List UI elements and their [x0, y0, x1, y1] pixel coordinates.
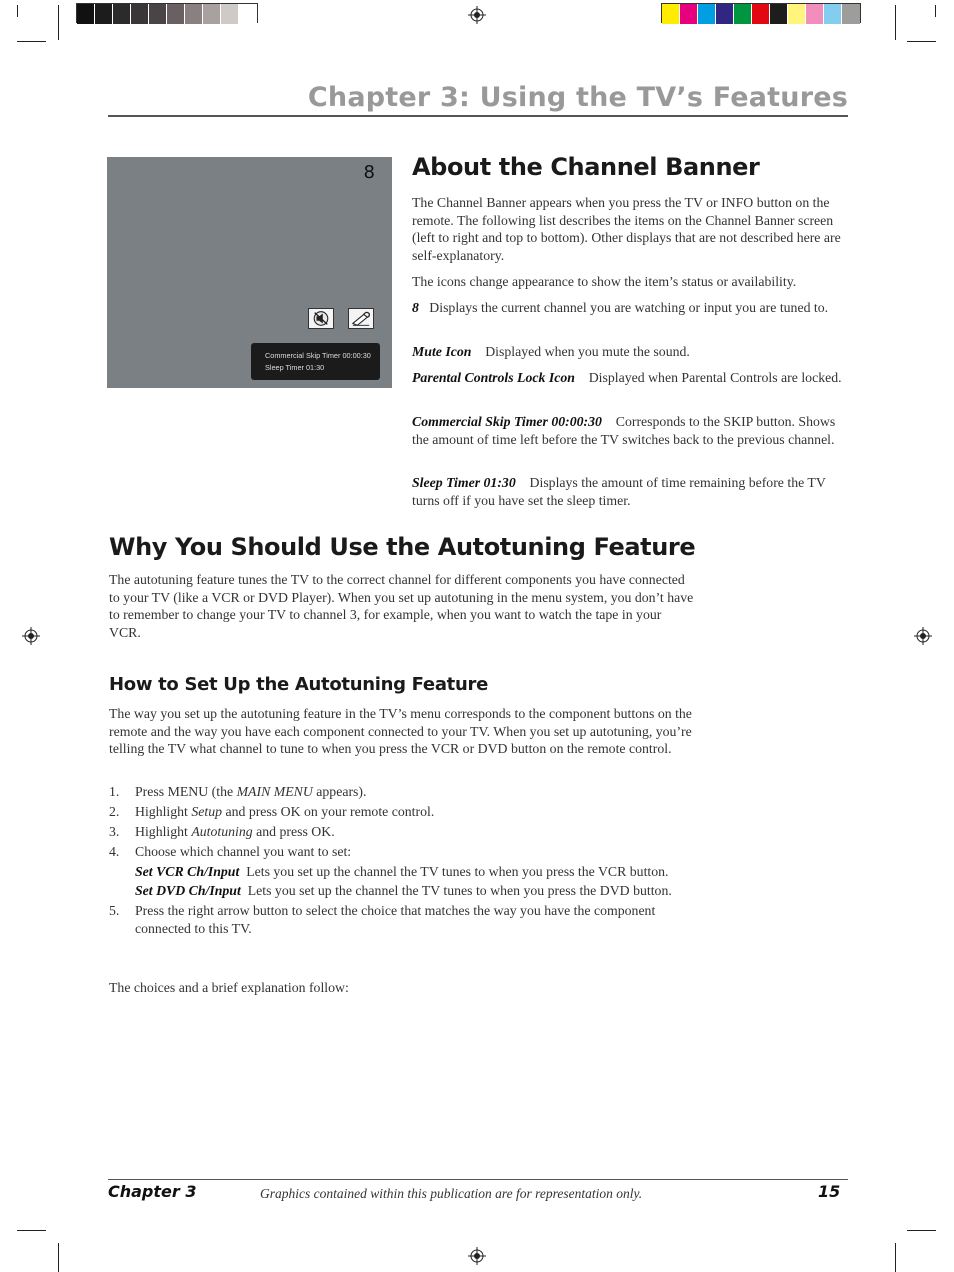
step-item: 1. Press MENU (the MAIN MENU appears). [109, 784, 367, 799]
crop-mark [17, 41, 46, 42]
crop-mark [17, 1230, 46, 1231]
banner-item-desc: Displays the amount of time remaining before the TV turns off if you have set the sleep timer. [412, 475, 826, 508]
color-swatch [95, 4, 113, 24]
banner-info-box [251, 343, 380, 380]
about-intro: The Channel Banner appears when you press the TV or INFO button on the remote. The following list describes the items on the Channel Banner screen (left to right and top to bottom). Other displays that are not described here are self-explanatory. [412, 195, 841, 263]
setup-closing: The choices and a brief explanation follow: [109, 980, 349, 995]
color-swatch [662, 4, 680, 24]
step-item: 4. Choose which channel you want to set: Set VCR Ch/Input Lets you set up the channel the TV tunes to when you press the VCR button. Set DVD Ch/Input Lets you set up the channel the TV tunes to when you press the DVD button. [109, 843, 699, 900]
color-swatch [734, 4, 752, 24]
color-swatch [788, 4, 806, 24]
footer-chapter: Chapter 3 [108, 1182, 197, 1201]
banner-item [412, 299, 848, 317]
color-swatch [167, 4, 185, 24]
color-swatch [113, 4, 131, 24]
about-heading: About the Channel Banner [412, 153, 760, 181]
footer-note: Graphics contained within this publication are for representation only. [260, 1186, 643, 1201]
crop-mark [907, 41, 936, 42]
banner-item-desc: Displays the current channel you are watching or input you are tuned to. [429, 300, 829, 315]
color-swatch [716, 4, 734, 24]
banner-item-desc: Displayed when you mute the sound. [485, 344, 690, 359]
step-item: 5. Press the right arrow button to select the choice that matches the way you have the component connected to this TV. [109, 903, 656, 936]
autotuning-body: The autotuning feature tunes the TV to the correct channel for different components you have connected to your TV (like a VCR or DVD Player). When you set up autotuning in the menu system, you don’t have to remember to change your TV to channel 3, for example, when you want to watch the tape in your VCR. [109, 572, 694, 640]
color-bar [661, 3, 861, 23]
chapter-title: Chapter 3: Using the TV’s Features [307, 82, 848, 113]
step-item: 2. Highlight Setup and press OK on your remote control. [109, 803, 435, 819]
registration-mark-icon [468, 1247, 486, 1265]
crop-mark [895, 1243, 896, 1272]
crop-mark [907, 1230, 936, 1231]
banner-item-term: 8 [412, 300, 419, 315]
color-swatch [185, 4, 203, 24]
setup-steps [109, 783, 699, 940]
color-swatch [824, 4, 842, 24]
color-swatch [806, 4, 824, 24]
banner-item-term: Commercial Skip Timer 00:00:30 [412, 414, 602, 429]
color-swatch [680, 4, 698, 24]
banner-item [412, 343, 848, 361]
autotuning-heading: Why You Should Use the Autotuning Feature [109, 533, 696, 561]
page-number: 15 [818, 1182, 841, 1201]
crop-mark [17, 5, 18, 17]
channel-banner-illustration [107, 157, 392, 388]
color-swatch [842, 4, 860, 24]
step-item: 3. Highlight Autotuning and press OK. [109, 823, 335, 839]
banner-item [412, 369, 848, 387]
banner-item-term: Parental Controls Lock Icon [412, 370, 575, 385]
color-swatch [239, 4, 257, 24]
color-swatch [770, 4, 788, 24]
icons-note: The icons change appearance to show the item’s status or availability. [412, 274, 797, 289]
registration-mark-icon [914, 627, 932, 645]
color-swatch [221, 4, 239, 24]
registration-mark-icon [22, 627, 40, 645]
parental-lock-icon [348, 308, 374, 329]
registration-mark-icon [468, 6, 486, 24]
banner-item-desc: Displayed when Parental Controls are locked. [588, 370, 842, 385]
banner-item-desc: Corresponds to the SKIP button. Shows the amount of time left before the TV switches back to the previous channel. [412, 414, 836, 447]
crop-mark [895, 5, 896, 40]
color-swatch [149, 4, 167, 24]
setup-body: The way you set up the autotuning feature in the TV’s menu corresponds to the component buttons on the remote and the way you have each component connected to your TV. When you set up autotuning, you’re telling the TV what channel to tune to when you press the VCR or DVD button on the remote control. [109, 706, 692, 757]
crop-mark [935, 5, 936, 17]
color-swatch [77, 4, 95, 24]
banner-item-term: Mute Icon [412, 344, 472, 359]
header-rule [108, 115, 848, 117]
banner-item-term: Sleep Timer 01:30 [412, 475, 516, 490]
setup-heading: How to Set Up the Autotuning Feature [109, 674, 488, 695]
sub-item-vcr: Set VCR Ch/Input Lets you set up the channel the TV tunes to when you press the VCR button. [135, 863, 669, 879]
crop-mark [58, 5, 59, 40]
color-swatch [203, 4, 221, 24]
commercial-skip-timer-text: Commercial Skip Timer 00:00:30 [265, 351, 371, 360]
channel-number: 8 [363, 162, 375, 183]
footer-rule [108, 1179, 848, 1180]
color-swatch [698, 4, 716, 24]
banner-item [412, 474, 848, 509]
sleep-timer-text: Sleep Timer 01:30 [265, 363, 325, 372]
mute-icon [308, 308, 334, 329]
color-swatch [752, 4, 770, 24]
grayscale-bar [76, 3, 258, 23]
crop-mark [58, 1243, 59, 1272]
banner-item [412, 413, 848, 448]
sub-item-dvd: Set DVD Ch/Input Lets you set up the channel the TV tunes to when you press the DVD button. [135, 883, 672, 899]
color-swatch [131, 4, 149, 24]
